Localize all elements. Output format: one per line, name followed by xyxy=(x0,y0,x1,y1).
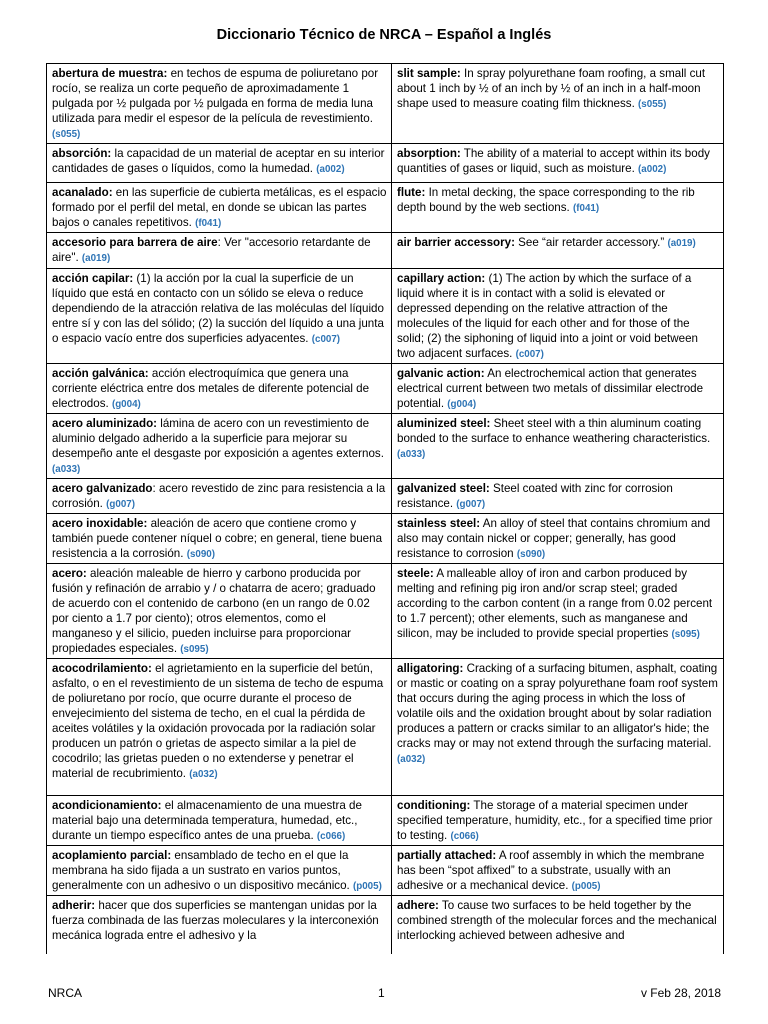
footer-version-date: v Feb 28, 2018 xyxy=(640,986,721,1000)
entry-reference-code: (c066) xyxy=(450,831,479,842)
entry-reference-code: (f041) xyxy=(195,218,222,229)
entry-definition: aleación de acero que contiene cromo y también puede contener níquel o cobre; en general, tiene buena resistencia a la corrosión. xyxy=(52,517,383,560)
entry-term: capillary action: xyxy=(397,272,486,285)
spanish-entry-cell xyxy=(47,659,392,796)
entry-definition: An electrochemical action that generates electrical current between two metals of dissimilar electrode potential. xyxy=(397,367,704,410)
entry-term: aluminized steel: xyxy=(397,417,491,430)
spanish-entry-cell xyxy=(47,144,392,183)
entry-term: adherir: xyxy=(52,899,96,912)
entry-term: accesorio para barrera de aire xyxy=(52,236,218,249)
entry-term: acero: xyxy=(52,567,87,580)
english-entry-cell xyxy=(392,144,724,183)
entry-definition: en las superficie de cubierta metálicas, es el espacio formado por el perfil del metal, en donde se ubican las partes bajos o canales repetitivos. xyxy=(52,186,387,229)
entry-term: steele: xyxy=(397,567,434,580)
spanish-entry-cell xyxy=(47,846,392,896)
spanish-entry-cell xyxy=(47,233,392,269)
entry-definition: In metal decking, the space corresponding to the rib depth bound by the web sections. xyxy=(397,186,695,214)
english-entry-cell xyxy=(392,896,724,954)
entry-definition: hacer que dos superficies se mantengan unidas por la fuerza combinada de las fuerzas moleculares y la interconexión mecánica lograda entre el adhesivo y la xyxy=(52,899,379,942)
entry-term: acero inoxidable: xyxy=(52,517,148,530)
table-row xyxy=(47,896,724,954)
entry-term: partially attached: xyxy=(397,849,497,862)
entry-term: stainless steel: xyxy=(397,517,481,530)
entry-definition: ensamblado de techo en el que la membrana ha sido fijada a un sustrato en varios puntos, generalmente con un adhesivo o un dispositivo mecánico. xyxy=(52,849,353,892)
entry-definition: A malleable alloy of iron and carbon produced by melting and refining pig iron and/or scrap steel; graded according to the carbon content (in a range from 0.02 percent to 1.7 percent); other elements, such as manganese and silicon, may be included to provide special properties xyxy=(397,567,713,640)
table-row xyxy=(47,183,724,233)
entry-reference-code: (a019) xyxy=(81,253,111,264)
english-entry-cell xyxy=(392,233,724,269)
entry-term: slit sample: xyxy=(397,67,461,80)
table-row xyxy=(47,514,724,564)
english-entry-cell xyxy=(392,269,724,364)
table-row xyxy=(47,846,724,896)
spanish-entry-cell xyxy=(47,364,392,414)
spanish-entry-cell xyxy=(47,479,392,514)
entry-reference-code: (s095) xyxy=(180,644,209,655)
entry-reference-code: (p005) xyxy=(352,881,382,892)
entry-reference-code: (f041) xyxy=(572,203,600,214)
entry-reference-code: (c007) xyxy=(515,349,544,360)
spanish-entry-cell xyxy=(47,564,392,659)
table-row xyxy=(47,144,724,183)
footer-page-number: 1 xyxy=(378,986,385,1000)
entry-term: conditioning: xyxy=(397,799,471,812)
entry-term: air barrier accessory: xyxy=(397,236,515,249)
entry-reference-code: (s090) xyxy=(186,549,216,560)
entry-reference-code: (g007) xyxy=(106,499,135,510)
entry-definition: An alloy of steel that contains chromium and also may contain nickel or copper; generally, has good resistance to corrosion xyxy=(397,517,711,560)
entry-definition: The storage of a material specimen under specified temperature, humidity, etc., for a specified time prior to testing. xyxy=(397,799,713,842)
entry-definition: To cause two surfaces to be held together by the combined strength of the molecular forces and the mechanical interlocking achieved between adhesive and xyxy=(397,899,717,942)
entry-term: flute: xyxy=(397,186,426,199)
entry-reference-code: (a032) xyxy=(397,754,426,765)
entry-definition: A roof assembly in which the membrane has been “spot affixed” to a substrate, usually with an adhesive or a mechanical device. xyxy=(397,849,705,892)
entry-reference-code: (p005) xyxy=(571,881,601,892)
english-entry-cell xyxy=(392,479,724,514)
entry-definition: Sheet steel with a thin aluminum coating bonded to the surface to enhance weathering characteristics. xyxy=(397,417,711,445)
dictionary-table xyxy=(46,63,724,954)
spanish-entry-cell xyxy=(47,414,392,479)
english-entry-cell xyxy=(392,659,724,796)
entry-reference-code: (a002) xyxy=(316,164,345,175)
entry-reference-code: (a002) xyxy=(638,164,667,175)
entry-term: absorption: xyxy=(397,147,461,160)
entry-reference-code: (a032) xyxy=(189,769,218,780)
entry-term: acocodrilamiento: xyxy=(52,662,152,675)
entry-definition: The ability of a material to accept within its body quantities of gases or liquid, such as moisture. xyxy=(397,147,710,175)
entry-reference-code: (g004) xyxy=(447,399,477,410)
english-entry-cell xyxy=(392,414,724,479)
english-entry-cell xyxy=(392,364,724,414)
entry-reference-code: (s055) xyxy=(52,129,81,140)
entry-term: galvanic action: xyxy=(397,367,485,380)
table-row xyxy=(47,269,724,364)
table-row xyxy=(47,364,724,414)
entry-definition: Cracking of a surfacing bitumen, asphalt, coating or mastic or coating on a spray polyurethane foam roof system that occurs during the aging process in which the loss of volatile oils and the oxidation brought about by solar radiation produces a pattern or cracks similar to an alligator's hide; the cracks may or may not extend through the surfacing material. xyxy=(397,662,718,750)
entry-definition: : Ver "accesorio retardante de aire". xyxy=(52,236,371,264)
entry-term: acondicionamiento: xyxy=(52,799,162,812)
entry-reference-code: (a019) xyxy=(667,238,696,249)
entry-reference-code: (s095) xyxy=(671,629,700,640)
entry-definition: : acero revestido de zinc para resistencia a la corrosión. xyxy=(52,482,386,510)
entry-reference-code: (c007) xyxy=(311,334,341,345)
entry-term: acero aluminizado: xyxy=(52,417,158,430)
entry-term: acción galvánica: xyxy=(52,367,149,380)
entry-term: adhere: xyxy=(397,899,439,912)
footer-org: NRCA xyxy=(48,986,83,1000)
entry-reference-code: (s055) xyxy=(638,99,667,110)
english-entry-cell xyxy=(392,846,724,896)
entry-definition: See “air retarder accessory.” xyxy=(514,236,668,249)
entry-term: abertura de muestra: xyxy=(52,67,168,80)
spanish-entry-cell xyxy=(47,514,392,564)
entry-term: acanalado: xyxy=(52,186,113,199)
spanish-entry-cell xyxy=(47,896,392,954)
table-row xyxy=(47,796,724,846)
entry-reference-code: (g007) xyxy=(456,499,486,510)
entry-term: acción capilar: xyxy=(52,272,134,285)
entry-reference-code: (s090) xyxy=(516,549,546,560)
entry-reference-code: (a033) xyxy=(397,449,426,460)
table-row xyxy=(47,64,724,144)
english-entry-cell xyxy=(392,183,724,233)
entry-definition: (1) The action by which the surface of a liquid where it is in contact with a solid is elevated or depressed depending on the relative attraction of the molecules of the liquid for each other and for those of the solid; (2) the siphoning of liquid into a joint or void between two adjacent surfaces. xyxy=(397,272,698,360)
page-footer xyxy=(48,986,721,1002)
table-row xyxy=(47,233,724,269)
entry-definition: (1) la acción por la cual la superficie de un líquido que está en contacto con un sólido se eleva o reduce dependiendo de la atracción relativa de las moléculas del líquido entre sí y con las del sólido; (2) la succión del líquido a una junta o espacio vacío entre dos superficies adyacentes. xyxy=(52,272,384,345)
spanish-entry-cell xyxy=(47,64,392,144)
english-entry-cell xyxy=(392,64,724,144)
entry-term: acoplamiento parcial: xyxy=(52,849,172,862)
english-entry-cell xyxy=(392,564,724,659)
entry-term: galvanized steel: xyxy=(397,482,490,495)
entry-definition: aleación maleable de hierro y carbono producida por fusión y refinación de arrabio y / o chatarra de acero; graduado de acuerdo con el contenido de carbono (en un rango de 0.02 por ciento a 1.7 por ciento); otros elementos, como el manganeso y el silicio, pueden incluirse para proporcionar propiedades especiales. xyxy=(52,567,376,655)
entry-definition: en techos de espuma de poliuretano por rocío, se realiza un corte pequeño de aproximadamente 1 pulgada por ½ pulgada por ½ pulgada en forma de media luna utilizada para medir el espesor de la película de revestimiento. xyxy=(52,67,379,125)
table-row xyxy=(47,659,724,796)
table-row xyxy=(47,414,724,479)
entry-definition: In spray polyurethane foam roofing, a small cut about 1 inch by ½ of an inch by ½ of an inch in a half-moon shape used to measure coating film thickness. xyxy=(397,67,706,110)
table-row xyxy=(47,564,724,659)
table-row xyxy=(47,479,724,514)
entry-reference-code: (a033) xyxy=(52,464,81,475)
spanish-entry-cell xyxy=(47,796,392,846)
entry-reference-code: (c066) xyxy=(316,831,346,842)
entry-term: absorción: xyxy=(52,147,112,160)
entry-term: acero galvanizado xyxy=(52,482,153,495)
english-entry-cell xyxy=(392,796,724,846)
entry-definition: Steel coated with zinc for corrosion resistance. xyxy=(397,482,673,510)
spanish-entry-cell xyxy=(47,269,392,364)
spanish-entry-cell xyxy=(47,183,392,233)
entry-definition: el agrietamiento en la superficie del betún, asfalto, o en el revestimiento de un sistema de techo de espuma de poliuretano por rocío, que ocurre durante el proceso de envejecimiento del sistema de techo, en el cual la pérdida de aceites volátiles y la oxidación provocada por la radiación solar producen un patrón o grietas de aspecto similar a la piel de cocodrilo; las grietas pueden o no extenderse y penetrar el material de recubrimiento. xyxy=(52,662,384,780)
entry-reference-code: (g004) xyxy=(111,399,141,410)
entry-definition: el almacenamiento de una muestra de material bajo una determinada temperatura, humedad, etc., durante un tiempo específico antes de una prueba. xyxy=(52,799,362,842)
entry-definition: acción electroquímica que genera una corriente eléctrica entre dos metales de diferente potencial de electrodos. xyxy=(52,367,370,410)
entry-definition: lámina de acero con un revestimiento de aluminio delgado adherido a la superficie para mejorar su desempeño ante el desgaste por exposición a agentes externos. xyxy=(52,417,384,460)
entry-term: alligatoring: xyxy=(397,662,464,675)
english-entry-cell xyxy=(392,514,724,564)
entry-definition: la capacidad de un material de aceptar en su interior cantidades de gases o líquidos, como la humedad. xyxy=(52,147,385,175)
page-title: Diccionario Técnico de NRCA – Español a Inglés xyxy=(216,27,552,43)
